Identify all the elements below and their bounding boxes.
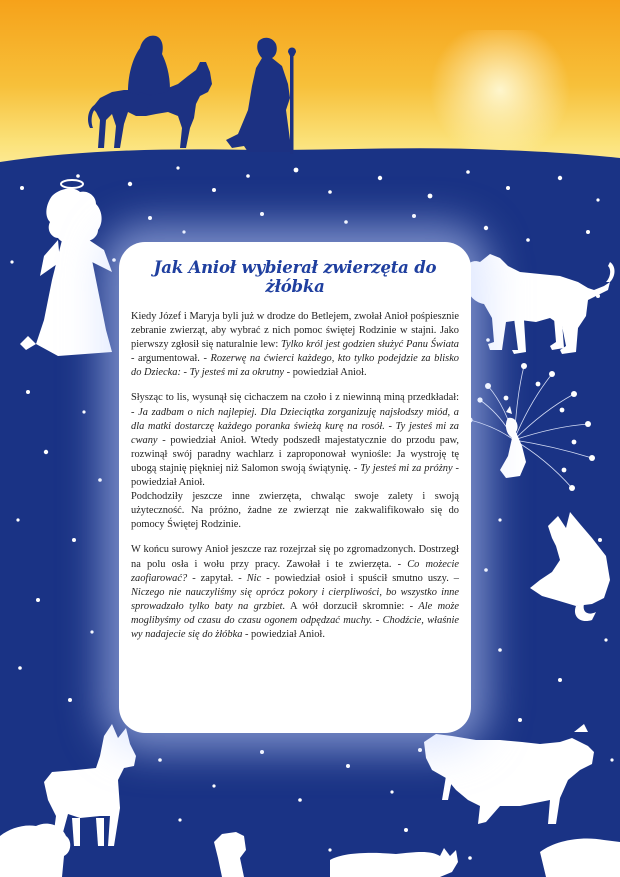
dialogue-text: Ja zadbam o nich najlepiej. Dla Dzieciątka zorganizuję najsłodszy miód, a dla matki dostarczę każdego poranka świeżą kurę na rosół. - Ty jesteś mi za cwany bbox=[131, 406, 460, 446]
story-paragraph bbox=[131, 543, 459, 642]
dialogue-text: - Chodźcie, właśnie wy nadajecie się do żłóbka bbox=[131, 614, 459, 640]
narration-text: Podchodziły jeszcze inne zwierzęta, chwaląc swoje zalety i swoją użyteczność. Na próżno, żadne ze zwierząt nie zakwalifikowało się do pomocy Świętej Rodzinie. bbox=[131, 491, 459, 531]
dialogue-text: Co możecie zaofiarować? bbox=[131, 558, 459, 584]
story-paragraph bbox=[131, 310, 459, 380]
narration-text: A wół dorzucił skromnie: - bbox=[285, 600, 419, 612]
narration-text: Kiedy Józef i Maryja byli już w drodze do Betlejem, zwołał Anioł pośpiesznie zebranie zwierząt, aby wybrać z nich pomoc świętej Rodzinie w stajni. Jako pierwszy zgłosił się naturalnie lew: bbox=[131, 311, 459, 351]
dialogue-text: Tylko król jest godzien służyć Panu Świata bbox=[281, 339, 459, 351]
dialogue-text: Ty jesteś mi za próżny bbox=[360, 462, 453, 474]
narration-text: Słysząc to lis, wysunął się cichaczem na czoło i z niewinną miną przedkładał: - bbox=[131, 392, 459, 418]
narration-text: - powiedział Anioł. bbox=[242, 628, 325, 640]
narration-text: - powiedział Anioł. bbox=[131, 462, 460, 489]
story-paragraph bbox=[131, 490, 459, 532]
narration-text: - powiedział Anioł. Wtedy podszedł majestatycznie do przodu paw, rozwinął swój paradny wachlarz i zaproponował wyniośle: Ja wystroję tę ubogą stajnię piękniej niż Salomon swoją świątynię. - bbox=[131, 434, 459, 474]
narration-text: - zapytał. - bbox=[187, 572, 247, 584]
dialogue-text: Niczego nie nauczyliśmy się oprócz pokory i cierpliwości, bo wszystko inne sprowadzało tylko baty na grzbiet. bbox=[131, 586, 459, 612]
narration-text: - argumentował. - bbox=[131, 353, 211, 365]
narration-text: - powiedział osioł i spuścił smutno uszy. – bbox=[261, 572, 459, 584]
narration-text: W końcu surowy Anioł jeszcze raz rozejrzał się po zgromadzonych. Dostrzegł na polu osła i wołu przy pracy. Zawołał i te zwierzęta. - bbox=[131, 544, 459, 570]
mary-on-donkey-icon bbox=[88, 36, 212, 148]
joseph-icon bbox=[226, 38, 296, 154]
story-title: Jak Anioł wybierał zwierzęta do żłóbka bbox=[153, 258, 437, 296]
dialogue-text: Rozerwę na ćwierci każdego, kto tylko podejdzie za blisko do Dziecka: - Ty jesteś mi za okrutny bbox=[131, 353, 459, 379]
story-body bbox=[131, 310, 459, 642]
dialogue-text: Nic bbox=[246, 572, 262, 584]
dialogue-text: Ale może moglibyśmy od czasu do czasu ogonem odpędzać muchy. bbox=[131, 600, 459, 626]
story-card bbox=[119, 242, 471, 733]
story-paragraph bbox=[131, 391, 459, 490]
narration-text: - powiedział Anioł. bbox=[284, 367, 367, 379]
